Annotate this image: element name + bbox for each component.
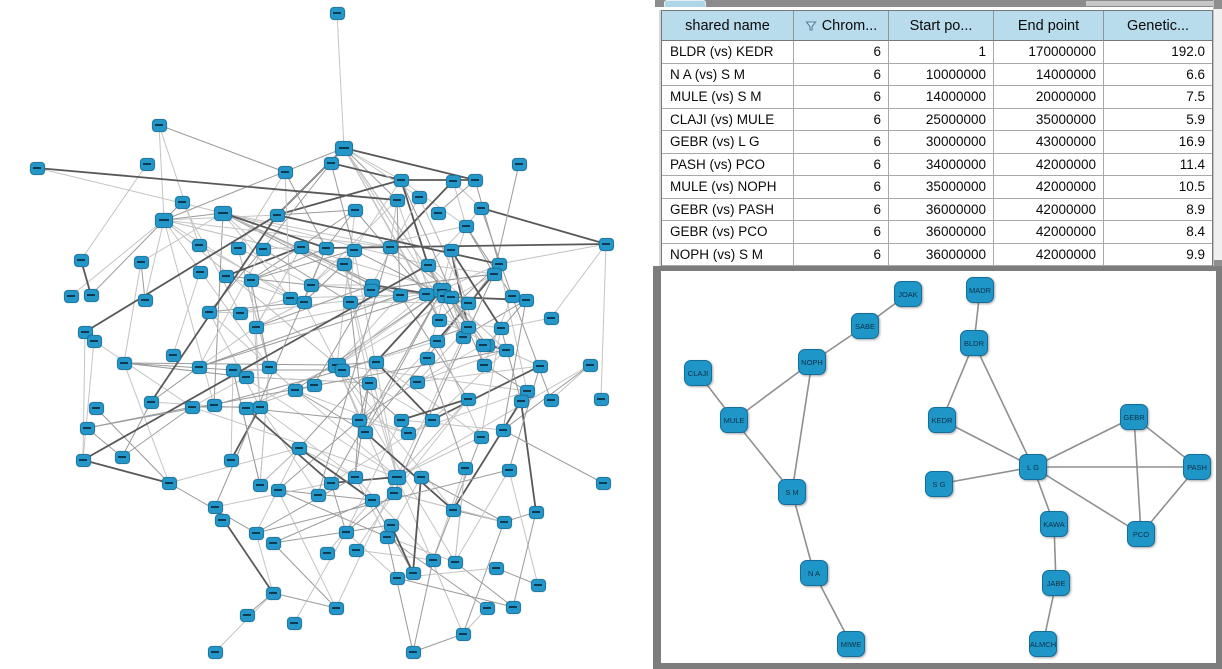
table-body <box>662 41 1212 266</box>
column-header-label: Start po... <box>909 17 973 34</box>
cell-value: 6 <box>794 64 889 87</box>
cell-value: 170000000 <box>994 41 1104 64</box>
table-row[interactable] <box>662 154 1212 177</box>
cell-value: 34000000 <box>889 154 994 177</box>
table-row[interactable] <box>662 176 1212 199</box>
table-row[interactable] <box>662 109 1212 132</box>
cell-value: 10.5 <box>1104 176 1212 199</box>
network-node[interactable] <box>335 141 353 156</box>
network-node[interactable] <box>519 294 534 307</box>
cell-value: 25000000 <box>889 109 994 132</box>
cell-value: 7.5 <box>1104 86 1212 109</box>
network-node-almch[interactable]: ALMCH <box>1029 631 1057 657</box>
network-node[interactable] <box>87 335 102 348</box>
cell-value: 192.0 <box>1104 41 1212 64</box>
cell-value: 8.4 <box>1104 221 1212 244</box>
network-node[interactable] <box>502 464 517 477</box>
network-node[interactable] <box>448 556 463 569</box>
network-node[interactable] <box>175 196 190 209</box>
network-node[interactable] <box>307 379 322 392</box>
column-header-label: End point <box>1017 17 1080 34</box>
network-node[interactable] <box>138 294 153 307</box>
scrollbar-top-cap[interactable] <box>1214 0 1222 9</box>
network-node[interactable] <box>514 395 529 408</box>
table-row[interactable] <box>662 131 1212 154</box>
network-node[interactable] <box>192 361 207 374</box>
network-node[interactable] <box>166 349 181 362</box>
network-node[interactable] <box>406 646 421 659</box>
network-node[interactable] <box>214 206 232 221</box>
cell-shared-name: NOPH (vs) S M <box>662 244 794 267</box>
network-node[interactable] <box>244 274 259 287</box>
network-node[interactable] <box>533 360 548 373</box>
cell-value: 6 <box>794 154 889 177</box>
network-node[interactable] <box>446 175 461 188</box>
network-node[interactable] <box>343 296 358 309</box>
network-node[interactable] <box>297 296 312 309</box>
network-node-joak[interactable]: JOAK <box>894 281 922 307</box>
network-node[interactable] <box>278 166 293 179</box>
network-node[interactable] <box>253 401 268 414</box>
network-node[interactable] <box>468 174 483 187</box>
cell-shared-name: MULE (vs) S M <box>662 86 794 109</box>
network-node-s-g[interactable]: S G <box>925 471 953 497</box>
cell-value: 6 <box>794 244 889 267</box>
cell-value: 10000000 <box>889 64 994 87</box>
cell-value: 11.4 <box>1104 154 1212 177</box>
network-node-sabe[interactable]: SABE <box>851 313 879 339</box>
cell-value: 14000000 <box>889 86 994 109</box>
cell-value: 36000000 <box>889 244 994 267</box>
network-node[interactable] <box>292 442 307 455</box>
network-node[interactable] <box>193 266 208 279</box>
network-node[interactable] <box>64 290 79 303</box>
cell-value: 9.9 <box>1104 244 1212 267</box>
network-node-jabe[interactable]: JABE <box>1042 570 1070 596</box>
network-node[interactable] <box>115 451 130 464</box>
network-node[interactable] <box>287 617 302 630</box>
network-node[interactable] <box>219 270 234 283</box>
cell-value: 42000000 <box>994 244 1104 267</box>
network-node[interactable] <box>461 321 476 334</box>
network-node[interactable] <box>231 242 246 255</box>
network-node[interactable] <box>185 401 200 414</box>
network-node[interactable] <box>446 504 461 517</box>
vertical-scrollbar[interactable] <box>1213 0 1222 268</box>
network-node[interactable] <box>505 290 520 303</box>
network-node[interactable] <box>84 289 99 302</box>
cell-value: 42000000 <box>994 176 1104 199</box>
network-node[interactable] <box>393 289 408 302</box>
network-node[interactable] <box>30 162 45 175</box>
network-node[interactable] <box>544 312 559 325</box>
network-node[interactable] <box>394 414 409 427</box>
network-node[interactable] <box>461 297 476 310</box>
network-node[interactable] <box>496 424 511 437</box>
table-row[interactable] <box>662 64 1212 87</box>
network-node[interactable] <box>599 238 614 251</box>
network-node[interactable] <box>352 414 367 427</box>
network-node[interactable] <box>430 335 445 348</box>
network-node[interactable] <box>224 454 239 467</box>
network-node[interactable] <box>365 494 380 507</box>
cell-value: 6 <box>794 131 889 154</box>
column-header-label: Chrom... <box>821 17 878 34</box>
network-node[interactable] <box>596 477 611 490</box>
network-node[interactable] <box>369 356 384 369</box>
network-node[interactable] <box>233 307 248 320</box>
cell-shared-name: CLAJI (vs) MULE <box>662 109 794 132</box>
network-node[interactable] <box>358 426 373 439</box>
network-node-l-g[interactable]: L G <box>1019 454 1047 480</box>
network-node[interactable] <box>474 431 489 444</box>
network-node[interactable] <box>339 526 354 539</box>
network-node[interactable] <box>459 220 474 233</box>
network-node[interactable] <box>487 268 502 281</box>
network-node[interactable] <box>337 258 352 271</box>
network-node[interactable] <box>207 399 222 412</box>
column-header-4[interactable] <box>994 11 1104 41</box>
network-node[interactable] <box>335 364 350 377</box>
network-node[interactable] <box>266 587 281 600</box>
table-tab-stub[interactable] <box>664 0 706 7</box>
network-node[interactable] <box>348 471 363 484</box>
network-node[interactable] <box>304 279 319 292</box>
cell-value: 36000000 <box>889 199 994 222</box>
cell-value: 35000000 <box>994 109 1104 132</box>
network-node[interactable] <box>192 239 207 252</box>
network-node[interactable] <box>458 462 473 475</box>
network-node-bldr[interactable]: BLDR <box>960 330 988 356</box>
network-node[interactable] <box>512 158 527 171</box>
network-node-s-m[interactable]: S M <box>778 479 806 505</box>
network-node[interactable] <box>506 601 521 614</box>
network-node[interactable] <box>288 384 303 397</box>
cell-value: 6 <box>794 199 889 222</box>
cell-shared-name: BLDR (vs) KEDR <box>662 41 794 64</box>
network-node[interactable] <box>271 484 286 497</box>
filter-funnel-icon[interactable] <box>805 20 817 32</box>
network-node[interactable] <box>208 646 223 659</box>
network-node[interactable] <box>294 241 309 254</box>
network-node[interactable] <box>394 174 409 187</box>
table-row[interactable] <box>662 244 1212 267</box>
network-node[interactable] <box>162 477 177 490</box>
network-node[interactable] <box>477 359 492 372</box>
network-node[interactable] <box>388 470 406 485</box>
network-node[interactable] <box>320 547 335 560</box>
network-node[interactable] <box>362 377 377 390</box>
network-node-madr[interactable]: MADR <box>966 277 994 303</box>
network-node[interactable] <box>406 567 421 580</box>
network-node[interactable] <box>364 284 379 297</box>
column-header-2[interactable] <box>794 11 889 41</box>
topbar-scroll-thumb[interactable] <box>1086 1 1222 6</box>
network-node[interactable] <box>324 157 339 170</box>
network-node[interactable] <box>431 207 446 220</box>
detail-network-panel[interactable] <box>653 266 1222 669</box>
network-node[interactable] <box>489 562 504 575</box>
network-node[interactable] <box>134 256 149 269</box>
cell-value: 8.9 <box>1104 199 1212 222</box>
network-node[interactable] <box>152 119 167 132</box>
network-node[interactable] <box>74 254 89 267</box>
network-node-kedr[interactable]: KEDR <box>928 407 956 433</box>
network-node[interactable] <box>140 158 155 171</box>
network-node[interactable] <box>89 402 104 415</box>
table-row[interactable] <box>662 221 1212 244</box>
network-node-miwe[interactable]: MIWE <box>837 631 865 657</box>
network-node[interactable] <box>444 244 459 257</box>
cell-value: 6 <box>794 109 889 132</box>
network-node[interactable] <box>349 544 364 557</box>
cell-value: 6 <box>794 41 889 64</box>
cell-value: 42000000 <box>994 221 1104 244</box>
cell-shared-name: PASH (vs) PCO <box>662 154 794 177</box>
network-node[interactable] <box>319 242 334 255</box>
network-node[interactable] <box>420 352 435 365</box>
network-node[interactable] <box>208 501 223 514</box>
cell-shared-name: GEBR (vs) PCO <box>662 221 794 244</box>
network-node[interactable] <box>80 422 95 435</box>
network-node[interactable] <box>249 321 264 334</box>
detail-edges <box>661 271 1216 663</box>
cell-value: 1 <box>889 41 994 64</box>
network-node[interactable] <box>426 554 441 567</box>
network-node[interactable] <box>380 531 395 544</box>
network-node[interactable] <box>144 396 159 409</box>
network-node[interactable] <box>202 306 217 319</box>
network-node[interactable] <box>412 191 427 204</box>
network-node[interactable] <box>256 243 271 256</box>
column-header-5[interactable] <box>1104 11 1212 41</box>
cell-value: 43000000 <box>994 131 1104 154</box>
cell-shared-name: GEBR (vs) L G <box>662 131 794 154</box>
network-node-n-a[interactable]: N A <box>800 560 828 586</box>
network-node[interactable] <box>480 602 495 615</box>
column-header-3[interactable] <box>889 11 994 41</box>
network-node[interactable] <box>390 194 405 207</box>
network-node-noph[interactable]: NOPH <box>798 349 826 375</box>
network-node[interactable] <box>529 506 544 519</box>
network-node[interactable] <box>419 288 434 301</box>
network-node[interactable] <box>401 427 416 440</box>
network-node-mule[interactable]: MULE <box>720 407 748 433</box>
network-node[interactable] <box>239 402 254 415</box>
network-node[interactable] <box>494 322 509 335</box>
cell-value: 30000000 <box>889 131 994 154</box>
network-node[interactable] <box>155 213 173 228</box>
network-node[interactable] <box>432 314 447 327</box>
network-node[interactable] <box>461 393 476 406</box>
table-row[interactable] <box>662 199 1212 222</box>
network-node[interactable] <box>421 259 436 272</box>
network-node[interactable] <box>270 209 285 222</box>
cell-shared-name: N A (vs) S M <box>662 64 794 87</box>
network-node[interactable] <box>330 7 345 20</box>
network-node[interactable] <box>329 602 344 615</box>
network-node[interactable] <box>348 204 363 217</box>
cell-value: 16.9 <box>1104 131 1212 154</box>
network-node[interactable] <box>249 527 264 540</box>
cell-value: 42000000 <box>994 199 1104 222</box>
network-node[interactable] <box>499 344 514 357</box>
table-row[interactable] <box>662 86 1212 109</box>
cell-value: 42000000 <box>994 154 1104 177</box>
network-node-gebr[interactable]: GEBR <box>1120 404 1148 430</box>
cell-value: 35000000 <box>889 176 994 199</box>
column-header-label: shared name <box>685 17 770 34</box>
network-node[interactable] <box>456 628 471 641</box>
network-node[interactable] <box>583 359 598 372</box>
network-node[interactable] <box>531 579 546 592</box>
network-node[interactable] <box>414 471 429 484</box>
network-node[interactable] <box>476 339 491 352</box>
table-header-row <box>662 11 1212 41</box>
cell-value: 14000000 <box>994 64 1104 87</box>
network-node[interactable] <box>262 361 277 374</box>
network-node[interactable] <box>266 537 281 550</box>
network-node[interactable] <box>324 477 339 490</box>
network-node[interactable] <box>311 489 326 502</box>
network-node[interactable] <box>390 572 405 585</box>
cell-value: 6 <box>794 221 889 244</box>
network-node[interactable] <box>594 393 609 406</box>
network-node[interactable] <box>347 244 362 257</box>
network-node[interactable] <box>444 291 459 304</box>
network-node[interactable] <box>474 202 489 215</box>
network-node[interactable] <box>253 479 268 492</box>
network-node[interactable] <box>425 414 440 427</box>
cell-value: 36000000 <box>889 221 994 244</box>
network-node[interactable] <box>410 376 425 389</box>
attribute-table <box>661 10 1213 266</box>
network-node[interactable] <box>384 519 399 532</box>
cell-value: 6 <box>794 86 889 109</box>
table-row[interactable] <box>662 41 1212 64</box>
network-node[interactable] <box>387 487 402 500</box>
network-node[interactable] <box>76 454 91 467</box>
network-node[interactable] <box>240 609 255 622</box>
column-header-1[interactable] <box>662 11 794 41</box>
network-node-kawa[interactable]: KAWA <box>1040 511 1068 537</box>
network-node-pco[interactable]: PCO <box>1127 521 1155 547</box>
cell-value: 6 <box>794 176 889 199</box>
cell-value: 6.6 <box>1104 64 1212 87</box>
network-node[interactable] <box>497 516 512 529</box>
network-node[interactable] <box>239 371 254 384</box>
network-node-pash[interactable]: PASH <box>1183 454 1211 480</box>
network-node[interactable] <box>544 394 559 407</box>
cell-value: 20000000 <box>994 86 1104 109</box>
network-node[interactable] <box>215 514 230 527</box>
cell-value: 5.9 <box>1104 109 1212 132</box>
column-header-label: Genetic... <box>1126 17 1190 34</box>
cell-shared-name: MULE (vs) NOPH <box>662 176 794 199</box>
network-node[interactable] <box>117 357 132 370</box>
network-node[interactable] <box>383 241 398 254</box>
cell-shared-name: GEBR (vs) PASH <box>662 199 794 222</box>
network-node-claji[interactable]: CLAJI <box>684 360 712 386</box>
network-node[interactable] <box>283 292 298 305</box>
table-panel <box>655 0 1222 268</box>
